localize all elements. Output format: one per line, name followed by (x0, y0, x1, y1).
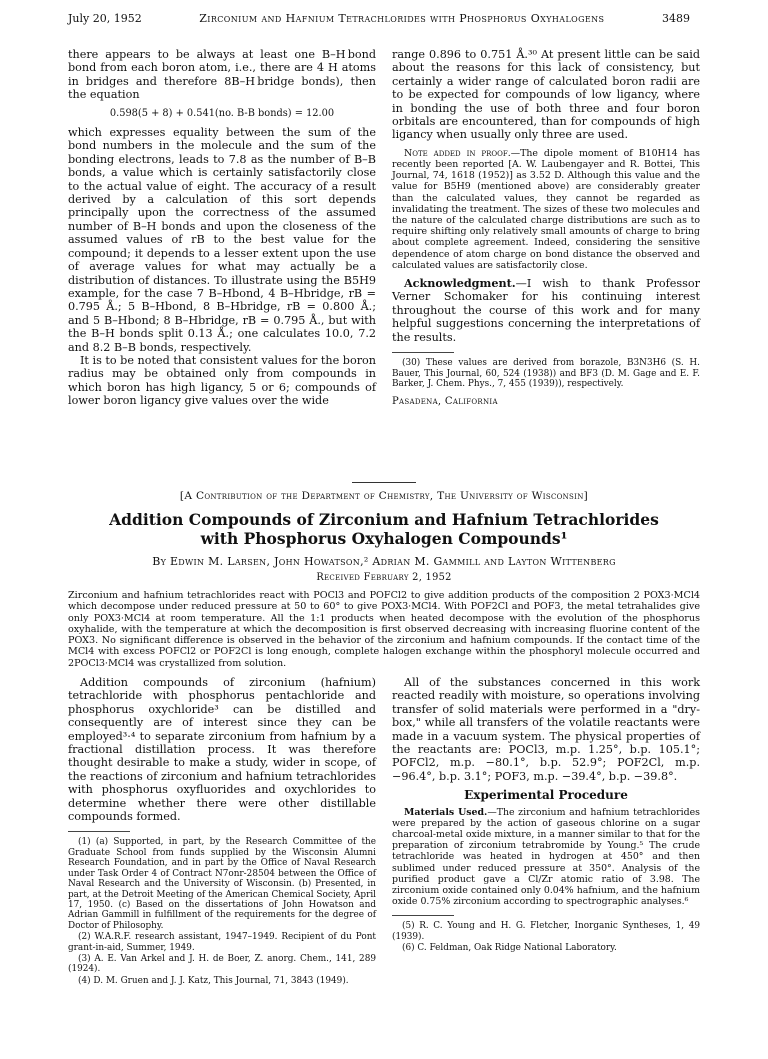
authors-line: By Edwin M. Larsen, John Howatson,² Adrian M. Gammill and Layton Wittenberg (152, 555, 616, 568)
paragraph: Addition compounds of zirconium (hafnium) tetrachloride with phosphorus pentachloride and phosphorus oxychloride³ can be distilled and consequently are of interest since they can be employed³·⁴ to separate zirconium from hafnium by a fractional distillation process. It was therefore thought desirable to make a study, wider in scope, of the reactions of zirconium and hafnium tetrachlorides with phosphorus oxyfluorides and oxychlorides to determine whether there were other distillable compounds formed. (68, 676, 376, 824)
received-date: Received February 2, 1952 (316, 572, 452, 583)
note-label: Note added in proof. (404, 147, 511, 159)
footnote-3: (3) A. E. Van Arkel and J. H. de Boer, Z. anorg. Chem., 141, 289 (1924). (68, 953, 376, 975)
title-line-2: with Phosphorus Oxyhalogen Compounds¹ (200, 529, 568, 548)
equation: 0.598(5 + 8) + 0.541(no. B-B bonds) = 12.00 (109, 107, 335, 119)
affiliation-place: Pasadena, California (392, 396, 498, 408)
footnote-2: (2) W.A.R.F. research assistant, 1947–1949. Recipient of du Pont grant-in-aid, Summer, 1949. (68, 932, 376, 953)
bottom-left-column (68, 676, 376, 987)
note-text: —The dipole moment of B10H14 has recently been reported [A. W. Laubengayer and R. Bottei, This Journal, 74, 1618 (1952)] as 3.52 D. Although this value and the value for B5H9 (mentioned above) are considerably greater than the calculated values, they cannot be regarded as invalidating the treatment. The sizes of these two molecules and the nature of the calculated charge distributions are such as to require shifting only relatively small amounts of charge to bring about complete agreement. Indeed, considering the sensitive dependence of atom charge on bond distance the observed and calculated values are satisfactorily close. (392, 147, 700, 271)
footnote-rule (392, 352, 454, 353)
note-added-in-proof (392, 148, 700, 271)
article-divider (352, 482, 416, 483)
footnote-rule (68, 831, 130, 832)
paragraph: All of the substances concerned in this work reacted readily with moisture, so operations involving transfer of solid materials were performed in a "dry-box," while all transfers of the volatile reactants were made in a vacuum system. The physical properties of the reactants are: POCl3, m.p. 1.25°, b.p. 105.1°; POFCl2, m.p. −80.1°, b.p. 52.9°; POF2Cl, m.p. −96.4°, b.p. 3.1°; POF3, m.p. −39.4°, b.p. −39.8°. (392, 676, 700, 783)
paragraph: It is to be noted that consistent values for the boron radius may be obtained only from compounds in which boron has high ligancy, 5 or 6; compounds of lower boron ligancy give values over the wide (68, 353, 376, 408)
paragraph: which expresses equality between the sum of the bond numbers in the molecule and the sum of the bonding electrons, leads to 7.8 as the number of B–B bonds, a value which is certainly satisfactorily close to the actual value of eight. The accuracy of a result derived by a calculation of this sort depends principally upon the correctness of the assumed number of B–H bonds and upon the closeness of the assumed values of rB to the best value for the compound; it depends to a lesser extent upon the use of average values for what may actually be a distribution of distances. To illustrate using the B5H9 example, for the case 7 B–Hbond, 4 B–Hbridge, rB = 0.795 Å.; 5 B–Hbond, 8 B–Hbridge, rB = 0.800 Å.; and 5 B–Hbond; 8 B–Hbridge, rB = 0.795 Å., but with the B–H bonds split 0.13 Å.; one calculates 10.0, 7.2 and 8.2 B–B bonds, respectively. (68, 126, 376, 354)
paragraph: there appears to be always at least one B–H bond bond from each boron atom, i.e., there are 4 H atoms in bridges and therefore 8B–H bridge bonds), then the equation (68, 48, 376, 102)
ack-label: Acknowledgment. (404, 276, 516, 291)
footnote-rule (392, 915, 454, 916)
footnote-4: (4) D. M. Gruen and J. J. Katz, This Journal, 71, 3843 (1949). (78, 975, 349, 986)
ack-text: —I wish to thank Professor Verner Schomaker for his continuing interest throughout the course of this work and for many helpful suggestions concerning the interpretations of the results. (392, 277, 700, 344)
footnote-30: (30) These values are derived from borazole, B3N3H6 (S. H. Bauer, This Journal, 60, 524 (1938)) and BF3 (D. M. Gage and E. F. Barker, J. Chem. Phys., 7, 455 (1939)), respectively. (392, 358, 700, 389)
article-title (68, 510, 700, 548)
materials-text: —The zirconium and hafnium tetrachlorides were prepared by the action of gaseous chlorine on a sugar charcoal-metal oxide mixture, in a manner similar to that for the preparation of zirconium tetrabromide by Young.⁵ The crude tetrachloride was heated in hydrogen at 450° and then sublimed under reduced pressure at 350°. Analysis of the purified product gave a Cl/Zr atomic ratio of 3.98. The zirconium oxide contained only 0.04% hafnium, and the hafnium oxide 0.75% zirconium according to spectrographic analyses.⁶ (392, 806, 700, 908)
header-page-number: 3489 (661, 12, 690, 25)
section-heading: Experimental Procedure (464, 788, 628, 803)
abstract: Zirconium and hafnium tetrachlorides react with POCl3 and POFCl2 to give addition products of the composition 2 POX3·MCl4 which decompose under reduced pressure at 50 to 60° to give POX3·MCl4. With POF2Cl and POF3, the metal tetrahalides give only POX3·MCl4 at room temperature. All the 1:1 products when heated decompose with the evolution of the phosphorus oxyhalide, with the temperature at which the decomposition is first observed decreasing with increasing fluorine content of the POX3. No significant difference is observed in the behavior of the zirconium and hafnium compounds. If the contact time of the MCl4 with excess POFCl2 or POF2Cl is long enough, complete halogen exchange within the phosphoryl molecule occurred and 2POCl3·MCl4 was crystallized from solution. (68, 590, 700, 669)
title-line-1: Addition Compounds of Zirconium and Hafnium Tetrachlorides (109, 510, 659, 529)
footnote-5: (5) R. C. Young and H. G. Fletcher, Inorganic Syntheses, 1, 49 (1939). (392, 921, 700, 942)
header-running-title: Zirconium and Hafnium Tetrachlorides with Phosphorus Oxyhalogens (199, 12, 605, 25)
bottom-right-column (392, 676, 700, 955)
contribution-line: [A Contribution of the Department of Chemistry, The University of Wisconsin] (179, 490, 589, 502)
running-header (68, 12, 690, 30)
materials-paragraph (392, 807, 700, 908)
header-date: July 20, 1952 (68, 12, 142, 25)
top-left-column (68, 48, 376, 408)
footnote-1: (1) (a) Supported, in part, by the Research Committee of the Graduate School from funds supplied by the Wisconsin Alumni Research Foundation, and in part by the Office of Naval Research under Task Order 4 of Contract N7onr-28504 between the Office of Naval Research and the University of Wisconsin. (b) Presented, in part, at the Detroit Meeting of the American Chemical Society, April 17, 1950. (c) Based on the dissertations of John Howatson and Adrian Gammill in fulfillment of the requirements for the degree of Doctor of Philosophy. (68, 837, 376, 931)
paragraph: range 0.896 to 0.751 Å.³⁰ At present little can be said about the reasons for this lack of consistency, but certainly a wider range of calculated boron radii are to be expected for compounds of low ligancy, where in bonding the use of both three and four boron orbitals are encountered, than for compounds of high ligancy when usually only three are used. (392, 48, 700, 142)
footnote-6: (6) C. Feldman, Oak Ridge National Laboratory. (402, 943, 617, 954)
top-right-column (392, 48, 700, 409)
acknowledgment (392, 277, 700, 344)
materials-label: Materials Used. (404, 806, 488, 818)
